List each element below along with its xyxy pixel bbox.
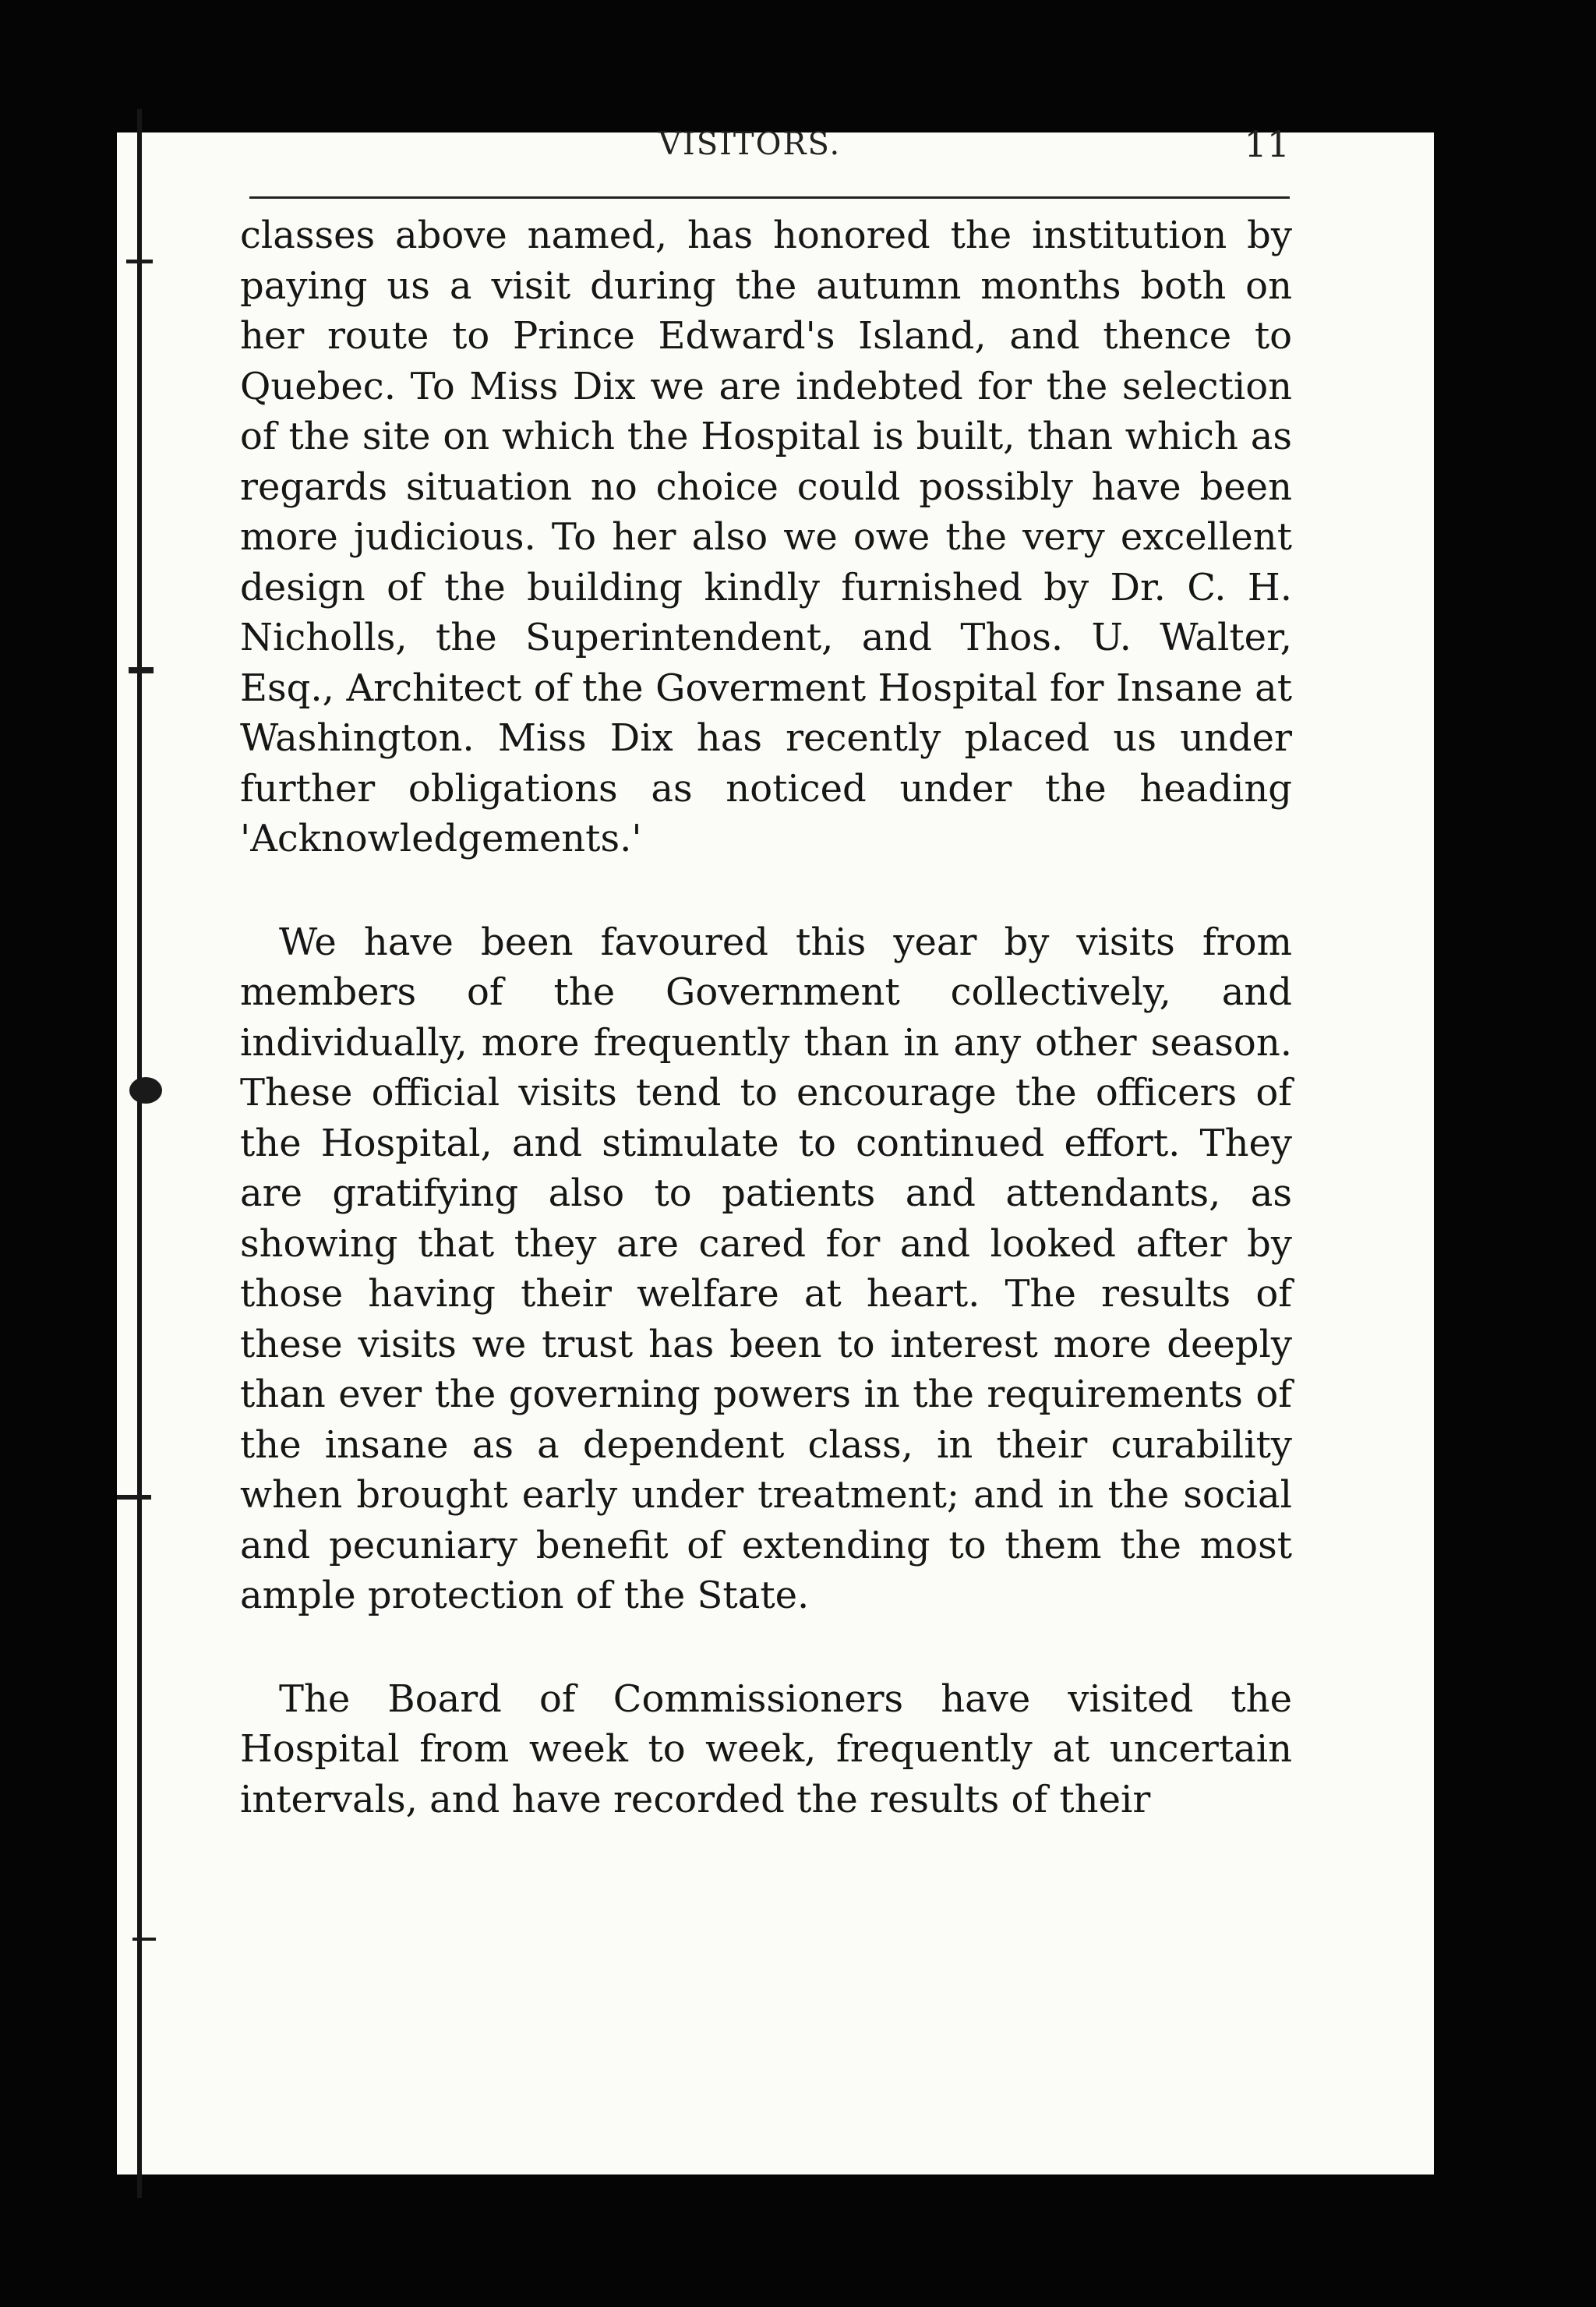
margin-mark: [132, 1938, 156, 1941]
header-rule: [249, 196, 1290, 199]
paragraph: The Board of Commissioners have visited the Hospital from week to week, frequently at uncertain intervals, and have recorded the results of their: [240, 1676, 1292, 1821]
page-number: 11: [1244, 123, 1290, 165]
running-head: VISITORS.: [659, 126, 842, 162]
margin-mark: [117, 1495, 151, 1500]
margin-mark: [129, 1077, 162, 1104]
paragraph: classes above named, has honored the institution by paying us a visit during the autumn months both on her route to Prince Edward's Island, and thence to Quebec. To Miss Dix we are indebted for the selection of the site on which the Hospital is built, than which as regards situation no choice could possibly have been more judicious. To her also we owe the very excellent design of the building kindly furnished by Dr. C. H. Nicholls, the Superintendent, and Thos. U. Walter, Esq., Architect of the Goverment Hospital for Insane at Washington. Miss Dix has recently placed us under further obligations as noticed under the heading 'Acknowledgements.': [240, 214, 1292, 860]
margin-mark: [126, 260, 153, 263]
margin-mark: [129, 667, 154, 673]
binding-margin-line: [137, 109, 142, 2198]
body-text: [240, 210, 1292, 1878]
paragraph: We have been favoured this year by visits from members of the Government collectively, and individually, more frequently than in any other season. These official visits tend to encourage the officers of the Hospital, and stimulate to continued effort. They are gratifying also to patients and attendants, as showing that they are cared for and looked after by those having their welfare at heart. The results of these visits we trust has been to interest more deeply than ever the governing powers in the requirements of the insane as a dependent class, in their curability when brought early under treatment; and in the social and pecuniary benefit of extending to them the most ample protection of the State.: [240, 920, 1292, 1617]
page-header: [249, 109, 1290, 179]
